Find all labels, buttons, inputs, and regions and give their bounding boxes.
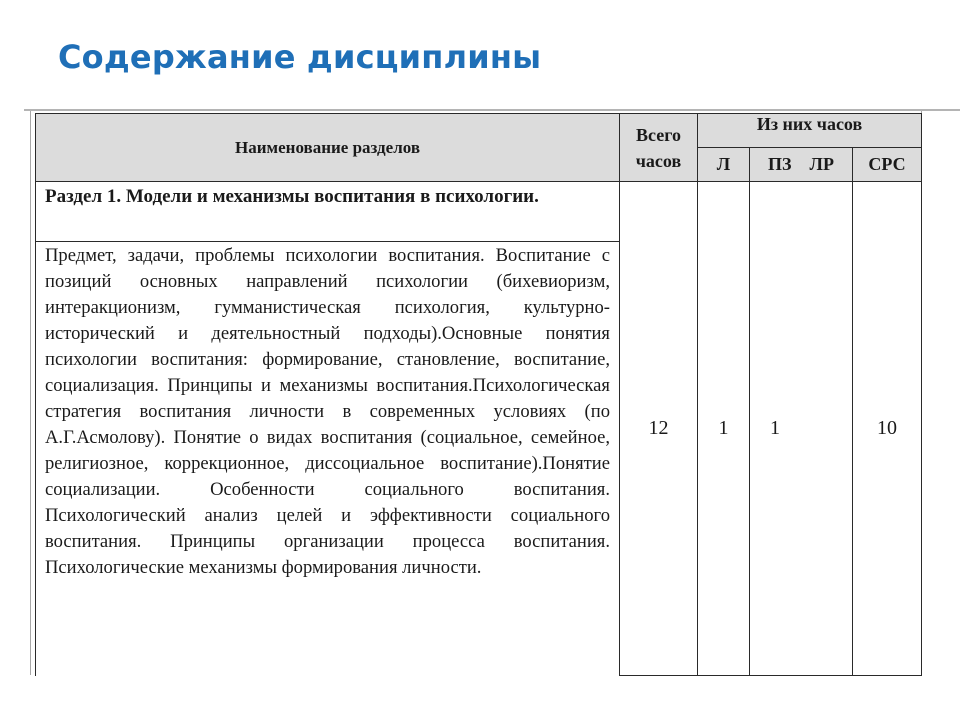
course-content-table — [35, 113, 922, 676]
slide-title: Содержание дисциплины — [58, 38, 542, 76]
header-pz-lr — [750, 148, 853, 182]
header-section-name: Наименование разделов — [36, 114, 620, 182]
header-practical: ПЗ — [768, 154, 792, 174]
section-title: Раздел 1. Модели и механизмы воспитания в психологии. — [36, 182, 620, 242]
row-practical-hours: 1 — [750, 182, 853, 676]
header-total-hours: Всего часов — [620, 114, 698, 182]
row-lecture-hours: 1 — [698, 182, 750, 676]
header-lab: ЛР — [809, 154, 834, 174]
header-of-them-hours: Из них часов — [698, 114, 922, 148]
section-description: Предмет, задачи, проблемы психологии воспитания. Воспитание с позиций основных направлений психологии (бихевиоризм, интеракционизм, гумманистическая психология, культурно-исторический и деятельностный подходы).Основные понятия психологии воспитания: формирование, становление, воспитание, социализация. Принципы и механизмы воспитания.Психологическая стратегия воспитания личности в современных условиях (по А.Г.Асмолову). Понятие о видах воспитания (социальное, семейное, религиозное, коррекционное, диссоциальное воспитание).Понятие социализации. Особенности социального воспитания. Психологический анализ целей и эффективности социального воспитания. Принципы организации процесса воспитания. Психологические механизмы формирования личности. — [36, 242, 620, 676]
row-self-study-hours: 10 — [853, 182, 922, 676]
header-self-study: СРС — [853, 148, 922, 182]
row-total-hours: 12 — [620, 182, 698, 676]
header-lectures: Л — [698, 148, 750, 182]
